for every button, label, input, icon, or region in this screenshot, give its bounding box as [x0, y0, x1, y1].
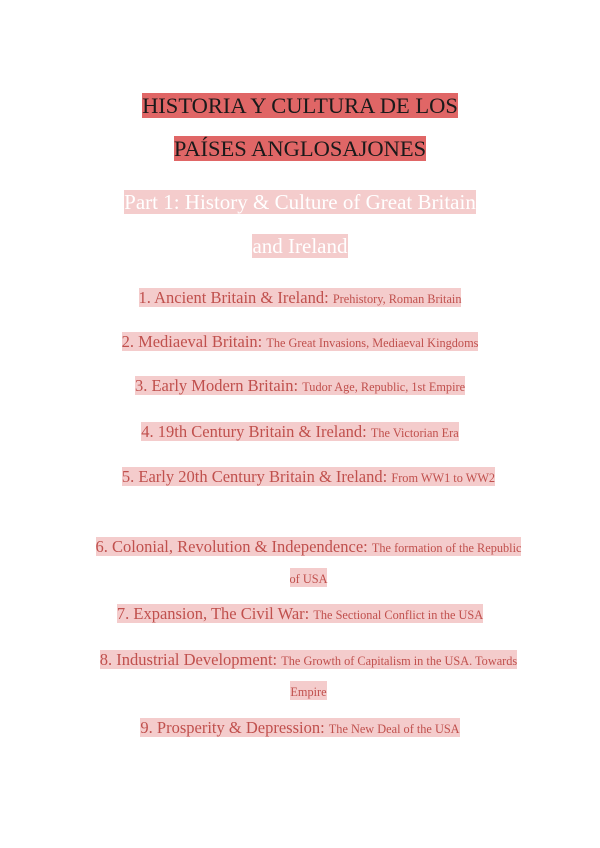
section-item-8	[92, 645, 525, 707]
section-description: From WW1 to WW2	[391, 471, 496, 485]
title-line-1: HISTORIA Y CULTURA DE LOS	[142, 93, 458, 118]
section-item-6	[92, 532, 525, 594]
section-item-9	[0, 713, 600, 744]
section-heading: 4. 19th Century Britain & Ireland:	[141, 422, 367, 441]
section-description: The Great Invasions, Mediaeval Kingdoms	[266, 336, 479, 350]
section-description: Prehistory, Roman Britain	[332, 292, 462, 306]
document-title	[0, 84, 600, 170]
section-heading: 8. Industrial Development:	[99, 650, 278, 669]
section-item-3	[0, 371, 600, 402]
document-subtitle	[0, 180, 600, 268]
section-heading: 1. Ancient Britain & Ireland:	[138, 288, 329, 307]
title-line-2: PAÍSES ANGLOSAJONES	[173, 136, 427, 161]
section-description: The Growth of Capitalism in the USA. Towards Empire	[281, 654, 518, 699]
section-item-1	[0, 283, 600, 314]
section-heading: 7. Expansion, The Civil War:	[116, 604, 310, 623]
section-item-5	[92, 462, 525, 493]
section-item-2	[0, 327, 600, 358]
section-heading: 6. Colonial, Revolution & Independence:	[95, 537, 368, 556]
section-heading: 9. Prosperity & Depression:	[140, 718, 325, 737]
section-heading: 5. Early 20th Century Britain & Ireland:	[121, 467, 388, 486]
section-item-4	[0, 417, 600, 448]
section-description: The Victorian Era	[370, 426, 459, 440]
section-heading: 2. Mediaeval Britain:	[121, 332, 263, 351]
section-heading: 3. Early Modern Britain:	[134, 376, 299, 395]
subtitle-line-2: and Ireland	[252, 234, 348, 258]
section-description: The New Deal of the USA	[328, 722, 460, 736]
section-item-7	[0, 599, 600, 630]
subtitle-line-1: Part 1: History & Culture of Great Britain	[124, 190, 476, 214]
section-description: Tudor Age, Republic, 1st Empire	[302, 380, 466, 394]
section-description: The formation of the Republic of USA	[289, 541, 522, 586]
section-description: The Sectional Conflict in the USA	[313, 608, 484, 622]
